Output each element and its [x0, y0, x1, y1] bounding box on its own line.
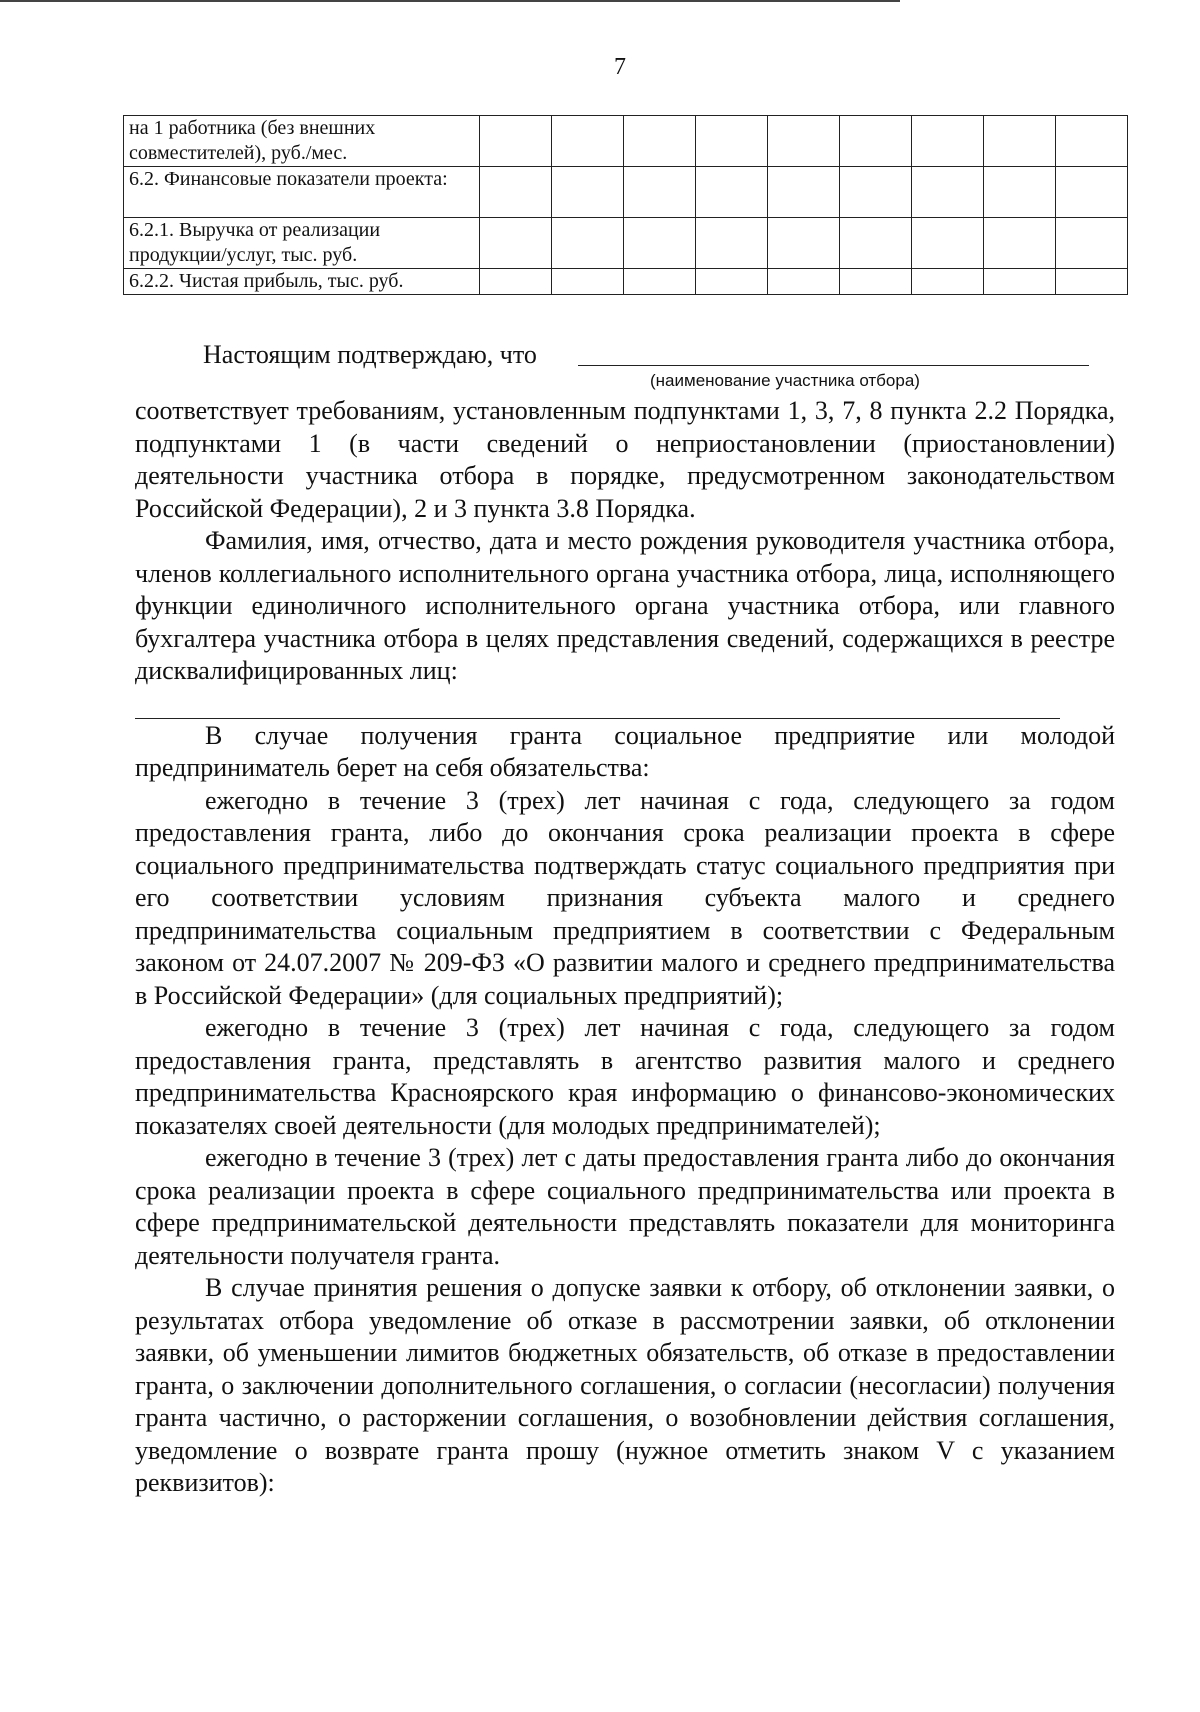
document-body: [135, 395, 1115, 1500]
table-cell: [768, 218, 840, 269]
table-cell: [552, 218, 624, 269]
table-cell: [912, 269, 984, 295]
table-cell: [552, 116, 624, 167]
table-cell: [480, 218, 552, 269]
table-cell: [552, 269, 624, 295]
paragraph-compliance: соответствует требованиям, установленным подпунктами 1, 3, 7, 8 пункта 2.2 Порядка, подпунктами 1 (в части сведений о неприостановлении (приостановлении) деятельности участника отбора в порядке, предусмотренном законодательством Российской Федерации), 2 и 3 пункта 3.8 Порядка.: [135, 396, 1115, 523]
paragraph-obligation-young: ежегодно в течение 3 (трех) лет начиная с года, следующего за годом предоставления гранта, представлять в агентство развития малого и среднего предпринимательства Красноярского края информацию о финансово-экономических показателях своей деятельности (для молодых предпринимателей);: [135, 1013, 1115, 1140]
table-cell: [768, 116, 840, 167]
table-cell: [696, 269, 768, 295]
page-number: 7: [614, 54, 626, 80]
paragraph-obligations: В случае получения гранта социальное предприятие или молодой предприниматель берет на себя обязательства:: [135, 720, 1115, 782]
table-cell: [480, 167, 552, 218]
metrics-table: [123, 115, 1128, 295]
confirm-lead: Настоящим подтверждаю, что: [203, 340, 537, 369]
row-label: 6.2. Финансовые показатели проекта:: [124, 167, 480, 218]
participant-name-blank: [578, 365, 1089, 366]
table-row: [124, 167, 1128, 218]
paragraph-notification: В случае принятия решения о допуске заявки к отбору, об отклонении заявки, о результатах отбора уведомление об отказе в рассмотрении заявки, об отклонении заявки, об уменьшении лимитов бюджетных обязательств, об отказе в предоставлении гранта, о заключении дополнительного соглашения, о согласии (несогласии) получения гранта частично, о расторжении соглашения, о возобновлении действия соглашения, уведомление о возврате гранта прошу (нужное отметить знаком V с указанием реквизитов):: [135, 1273, 1115, 1497]
persons-blank-line: [135, 688, 1060, 719]
table-cell: [840, 167, 912, 218]
row-label: 6.2.2. Чистая прибыль, тыс. руб.: [124, 269, 480, 295]
paragraph-obligation-social: ежегодно в течение 3 (трех) лет начиная с года, следующего за годом предоставления гранта, либо до окончания срока реализации проекта в сфере социального предпринимательства подтверждать статус социального предприятия при его соответствии условиям признания субъекта малого и среднего предпринимательства социальным предприятием в соответствии с Федеральным законом от 24.07.2007 № 209-ФЗ «О развитии малого и среднего предпринимательства в Российской Федерации» (для социальных предприятий);: [135, 785, 1115, 1010]
table-cell: [480, 116, 552, 167]
table-cell: [840, 269, 912, 295]
table-cell: [696, 218, 768, 269]
table-cell: [696, 116, 768, 167]
top-rule: [0, 0, 900, 2]
table-cell: [624, 269, 696, 295]
paragraph-persons: Фамилия, имя, отчество, дата и место рождения руководителя участника отбора, членов коллегиального исполнительного органа участника отбора, лица, исполняющего функции единоличного исполнительного органа участника отбора, или главного бухгалтера участника отбора в целях представления сведений, содержащихся в реестре дисквалифицированных лиц:: [135, 526, 1115, 685]
table-cell: [1056, 116, 1128, 167]
table-row: [124, 218, 1128, 269]
paragraph-obligation-monitoring: ежегодно в течение 3 (трех) лет с даты предоставления гранта либо до окончания срока реализации проекта в сфере социального предпринимательства или проекта в сфере предпринимательской деятельности представлять показатели для мониторинга деятельности получателя гранта.: [135, 1143, 1115, 1270]
table-cell: [624, 116, 696, 167]
table-row: [124, 269, 1128, 295]
table-cell: [984, 116, 1056, 167]
table-cell: [768, 269, 840, 295]
table-cell: [912, 116, 984, 167]
table-cell: [624, 218, 696, 269]
table-cell: [768, 167, 840, 218]
table-cell: [480, 269, 552, 295]
table-cell: [840, 116, 912, 167]
row-label: на 1 работника (без внешних совместителей), руб./мес.: [124, 116, 480, 167]
table-row: [124, 116, 1128, 167]
table-cell: [912, 167, 984, 218]
table-cell: [1056, 269, 1128, 295]
table-cell: [1056, 167, 1128, 218]
table-cell: [912, 218, 984, 269]
participant-name-caption: (наименование участника отбора): [650, 371, 920, 390]
table-cell: [984, 218, 1056, 269]
table-cell: [984, 269, 1056, 295]
table-cell: [624, 167, 696, 218]
table-cell: [840, 218, 912, 269]
row-label: 6.2.1. Выручка от реализации продукции/услуг, тыс. руб.: [124, 218, 480, 269]
table-cell: [696, 167, 768, 218]
table-cell: [984, 167, 1056, 218]
table-cell: [552, 167, 624, 218]
table-cell: [1056, 218, 1128, 269]
